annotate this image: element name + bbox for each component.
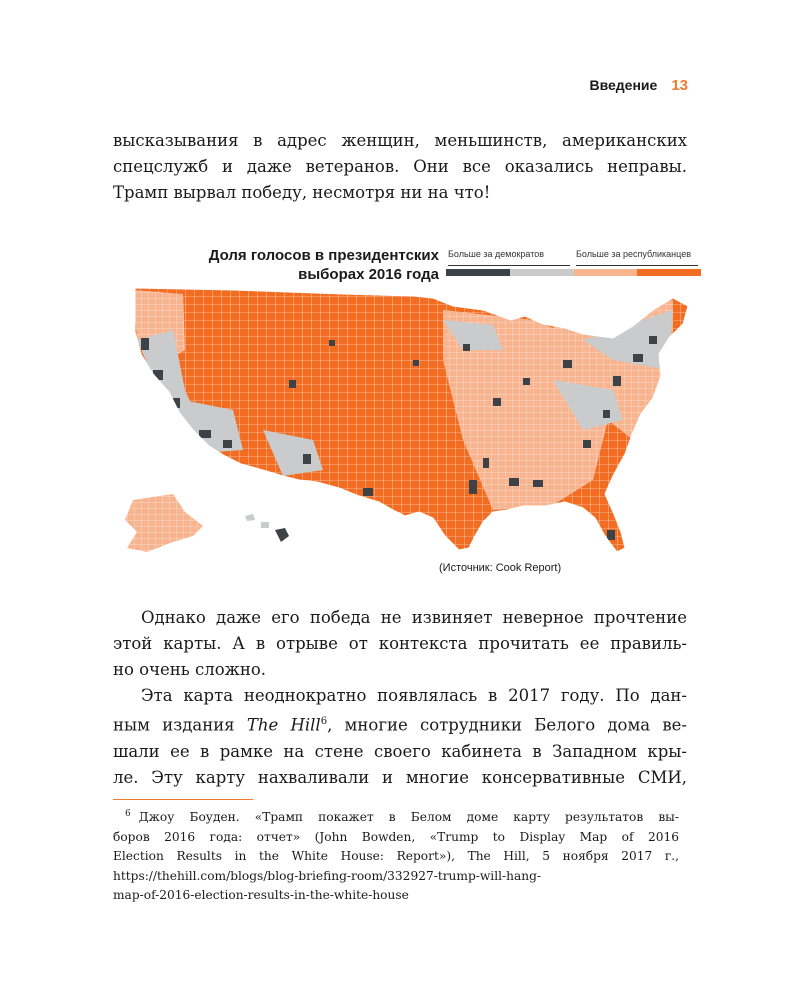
footnote-reference[interactable]: 6 — [320, 716, 328, 727]
text-line: Однако даже его победа не извиняет неверное прочтение — [141, 608, 687, 627]
footnote-line — [113, 805, 679, 828]
text-line: этой карты. А в отрыве от контекста прочитать ее правиль- — [113, 634, 687, 653]
text-line: но очень сложно. — [113, 660, 267, 679]
map-alaska — [125, 494, 203, 552]
figure-title — [149, 246, 439, 284]
footnote-url-line[interactable]: map-of-2016-election-results-in-the-white-house — [113, 888, 409, 903]
figure-source: (Источник: Cook Report) — [439, 562, 562, 574]
paragraph-top — [113, 128, 687, 206]
legend-swatch-dem-lean — [510, 269, 574, 276]
figure-title-line: Доля голосов в президентских — [208, 247, 439, 264]
footnote-divider — [113, 799, 253, 800]
footnote-text: Джоу Боуден. «Трамп покажет в Белом доме карту результатов вы- — [138, 810, 679, 825]
text-segment: ным издания — [113, 715, 247, 735]
footnote-line: боров 2016 года: отчет» (John Bowden, «Trump to Display Map of 2016 — [113, 829, 679, 844]
text-line: шали ее в рамке на стене своего кабинета в Западном кры- — [113, 741, 687, 761]
paragraph-3 — [113, 683, 687, 791]
legend-arrow-left — [448, 265, 570, 266]
figure-title-line: выборах 2016 года — [298, 266, 439, 283]
us-county-map — [113, 280, 703, 570]
legend-arrow-right — [576, 265, 698, 266]
legend-swatch-dem-strong — [446, 269, 510, 276]
text-segment: , многие сотрудники Белого дома ве- — [327, 715, 687, 735]
map-hawaii — [245, 514, 289, 542]
text-line: ле. Эту карту нахваливали и многие консервативные СМИ, — [113, 767, 687, 787]
election-map-figure — [113, 240, 703, 580]
legend-right-label: Больше за республиканцев — [576, 249, 691, 259]
legend-swatch-rep-lean — [574, 269, 638, 276]
text-line: Эта карта неоднократно появлялась в 2017 году. По дан- — [141, 686, 687, 705]
text-line — [113, 709, 687, 739]
legend-color-scale — [446, 269, 701, 276]
text-line: Трамп вырвал победу, несмотря ни на что! — [113, 183, 491, 202]
footnote-number: 6 — [125, 809, 131, 819]
text-line: спецслужб и даже ветеранов. Они все оказались неправы. — [113, 157, 687, 176]
text-line: высказывания в адрес женщин, меньшинств, американских — [113, 131, 687, 150]
publication-name: The Hill — [246, 715, 321, 735]
footnote — [113, 805, 679, 906]
legend-swatch-rep-strong — [637, 269, 701, 276]
page-number: 13 — [671, 77, 688, 94]
legend-left-label: Больше за демократов — [448, 249, 545, 259]
paragraph-2 — [113, 605, 687, 683]
footnote-line: Election Results in the White House: Report»), The Hill, 5 ноября 2017 г., — [113, 849, 679, 864]
chapter-title: Введение — [589, 77, 658, 93]
footnote-url-line[interactable]: https://thehill.com/blogs/blog-briefing-room/332927-trump-will-hang- — [113, 868, 541, 883]
running-head — [589, 77, 688, 94]
